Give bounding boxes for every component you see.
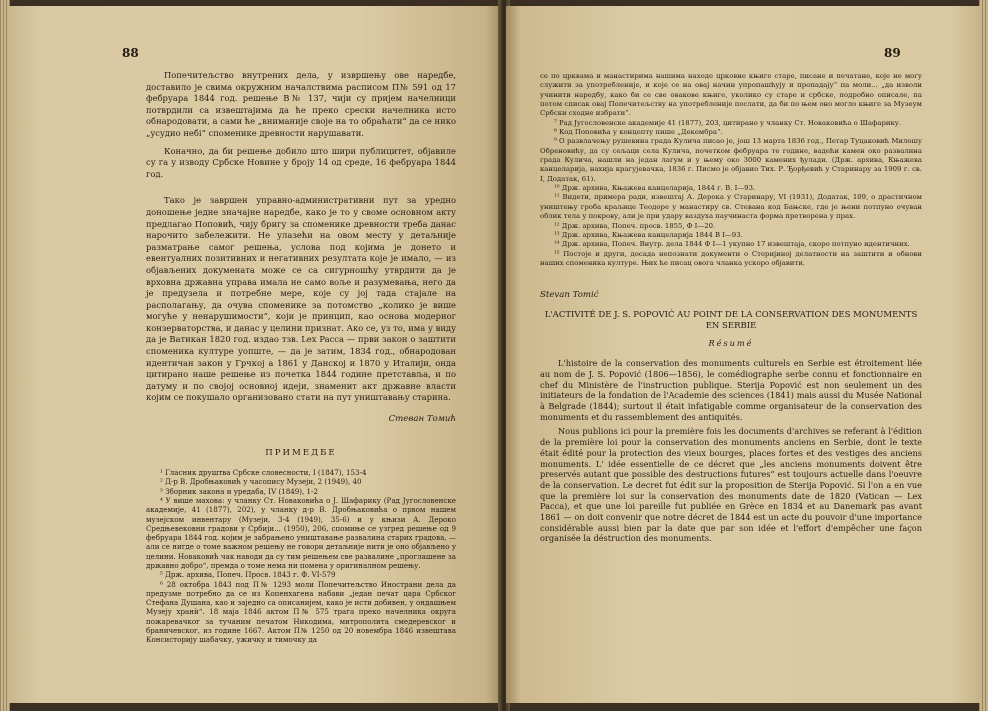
summary-author: Stevan Tomić: [540, 290, 599, 301]
summary-title: L'ACTIVITÉ DE J. S. POPOVIĆ AU POINT DE LA CONSERVATION DES MONUMENTS EN SERBIE: [544, 310, 918, 332]
footnote: ³ Зборник закона и уредаба, IV (1849), 1-2: [160, 486, 318, 496]
footnote: ¹⁴ Држ. архива, Попеч. Внутр. дела 1844 Ф I—1 укупно 17 извештаја, скоро потпуно идентичних.: [554, 240, 910, 249]
resume-paragraph: Nous publions ici pour la première fois les documents d'archives se referant à l'édition de la première loi pour la conservation des monuments anciens en Serbie, dont le texte était édité pour la protection des vieux bourges, places fortes et des vestiges des anciens monuments. L' idée essentielle de ce décret que „les anciens monuments doivent être preservés autant que possible des destructions futures“ est toujours actuelle dans l'oeuvre de la conservation. Le decret fut édit sur la proposition de Sterija Popović. Si l'on a en vue que la première loi sur la conservation des monuments date de 1820 (Vatican — Lex Pacca), et que une loi pareille fut publiée en Grèce en 1834 et au Danemark pas avant 1861 — on doit convenir que notre décret de 1844 est un acte du pouvoir d'une importance considérable aussi bien par la date que par son idée et l'effort d'empêcher une façon organisée la déstruction des monuments.: [540, 426, 922, 544]
footnote: ² Д-р В. Дробњаковић у часопису Музеји, 2 (1949), 40: [160, 477, 362, 487]
left-page: [8, 6, 500, 703]
footnote: ¹ Гласник друштва Србске словесности, I (1847), 153-4: [160, 468, 367, 478]
resume-paragraph: L'histoire de la conservation des monuments culturels en Serbie est étroitement liée au nom de J. S. Popović (1806—1856), le comédiographe serbe connu et fonctionnaire en chef du Ministère de l'instruction publique. Sterija Popović est non seulement un des initiateurs de la fondation de l'Academie des sciences (1841) mais aussi du Musée National à Belgrade (1844); surtout il était infatigable comme organisateur de la conservation des monuments et du rassemblement des antiquités.: [540, 358, 922, 422]
footnote-continued: се по црквама и манастирима нашима находе црковне књиге старе, писане и печатане, које не могу служити за употребленије, и које се на овај начин упропашћују и пропадају“ па моли... „да изволи учинити наредбу, како би се све овакове књиге, уколико су старе и србске, подробно описале, па потом списак овај Попечитељству на употребленије послати, да би по њем оно могло књиге за Музеум Србски сходне избрати“.: [540, 72, 922, 118]
footnote: ⁵ Држ. архива, Попеч. Просв. 1843 г. Ф. VI-579: [160, 570, 336, 580]
body-paragraph: Коначно, да би решење добило што шири публицитет, објавиле су га у изводу Србске Новине у броју 14 од среде, 16 фебруара 1844 год.: [146, 145, 456, 179]
body-paragraph: Попечитељство внутрених дела, у извршењу ове наредбе, доставило је свима окружним началствима расписом П№ 591 од 17 фебруара 1844 год. решење В№ 137, чији су пријем начелници потврдили са извештајима да ће преко срески начелника исто обнародовати, а сами ће „вниманије своје на то обраћати“ да се нико „усудио небі“ споменике древности нарушавати.: [146, 70, 456, 138]
footnote: ¹⁵ Постоје и други, досада непознати документи о Стеријиној делатности на заштити и обнови наших споменика културе. Њих ће писац овога чланка ускоро објавити.: [540, 249, 922, 267]
footnote: ⁷ Рад Југословенске академије 41 (1877), 203, цитирано у чланку Ст. Новаковића о Шафарику.: [554, 118, 902, 127]
footnote: ⁶ 28 октобра 1843 под П№ 1293 моли Попечитељство Инострани дела да предузме потребно да се из Копенхагена набави „један печат цара Србског Стефана Душана, као и заједно са описанијем, како је исти добивен, у ондашњем Музеју хранѝ“. 18 маја 1846 актом П№ 575 трага преко начелника округа пожаревачког за тучаним печатом Никодима, митрополита смедеревског и браничевског, из године 1667. Актом П№ 1250 од 20 новембра 1846 извештава Консисторију шабачку, ужичку и тимочку да: [146, 579, 456, 645]
resume-heading: Résumé: [708, 338, 754, 349]
footnote: ¹² Држ. архива, Попеч. просв. 1855, Ф I—20.: [554, 221, 716, 230]
author-signature: Стеван Томић: [388, 414, 456, 425]
footnote: ¹³ Држ. архива, Књажева канцеларија 1844 В I—93.: [554, 230, 743, 239]
page-number: 89: [884, 46, 901, 60]
page-edges-right: [979, 0, 988, 711]
footnote: ⁴ У више махова: у чланку Ст. Новаковића о Ј. Шафарику (Рад Југословенске академије, 41 (1877), 202), у чланку д-р В. Дробњаковића о првом нашем музејском инвентару (Музеји, 3-4 (1949), 35-6) и у књизи А. Дероко Средњевековни градови у Србији... (1950), 206, спомиње се узгред решење од 9 фебруара 1844 год. којим је забрањено уништавање развалина старих градова, — али се нигде о томе важном решењу не говори детаљније нити је оно објављено у целини. Новаковић чак наводи да су тим решењем све развалине „проглашене за државно добро“, премда о томе нема ни помена у оригиналном решењу.: [146, 495, 456, 570]
right-page: [506, 6, 980, 703]
body-paragraph: Тако је завршен управно-административни пут за уредно доношење једне значајне наредбе, како је то у своме основном акту предлагао Поповић, чију бригу за споменике древности треба данас нарочито забележити. Не улазећи на овом месту у детаљније разматрање самог решења, услова под којима је донето и евентуалних позитивних и негативних резултата које је имало, — из објављених докумената може се са сигурношћу утврдити да је врховна државна управа имала не само воље и разумевања, него да је предузела и потребне мере, које су јој тада стајале на располагању, да очува споменике за потомство „колико је више могуће у ненарушимости“, који је принцип, као основа модерног конзерваторства, и данас у целини признат. Ако се, уз то, има у виду да је Ватикан 1820 год. издао тзв. Lex Pacca — први закон о заштити споменика културе уопште, — да је затим, 1834 год., обнародован идентичан закон у Грчкој а 1861 у Данској и 1870 у Италији, онда цитирано наше решење из почетка 1844 године претставља, и по датуму и по својој основној идеји, знаменит акт државне власти којим се покушало организовано стати на пут уништавању старина.: [146, 195, 456, 403]
footnote: ¹¹ Видети, примера ради, извештај А. Дерока у Старинару, VI (1931), Додатак, 109, о драстичном уништењу гроба краљице Теодоре у манастиру св. Стевана код Бањске, где је њени потпуно очуван облик тела у покрову, али је при удару ваздуха паучинаста форма претворена у прах.: [540, 193, 922, 221]
footnote: ⁸ Код Поповића у концепту пише „Декембра“.: [554, 128, 723, 137]
footnote: ¹⁰ Држ. архива, Књажева канцеларија, 1844 г. В. I—93.: [554, 184, 756, 193]
footnote: ⁹ О развлачењу рушевина града Кулича писао је, још 13 марта 1836 год., Петар Туцаковић Милошу Обреновићу, да су сељаци села Кулича, почетком фебруара те године, вадећи камен око развалина града Кулича, нашли на један лагум и у њему око 3000 камених ђулади. (Држ. архива, Књажева канцеларија, нахија крагујевачка, 1836 г. Писмо је објавио Тих. Р. Ђорђевић у Старинару за 1909 г. св. I, Додатак, 61).: [540, 137, 922, 183]
right-column: [540, 72, 922, 548]
notes-heading: ПРИМЕДБЕ: [265, 448, 337, 459]
page-number: 88: [122, 46, 139, 60]
left-column: [146, 70, 456, 645]
